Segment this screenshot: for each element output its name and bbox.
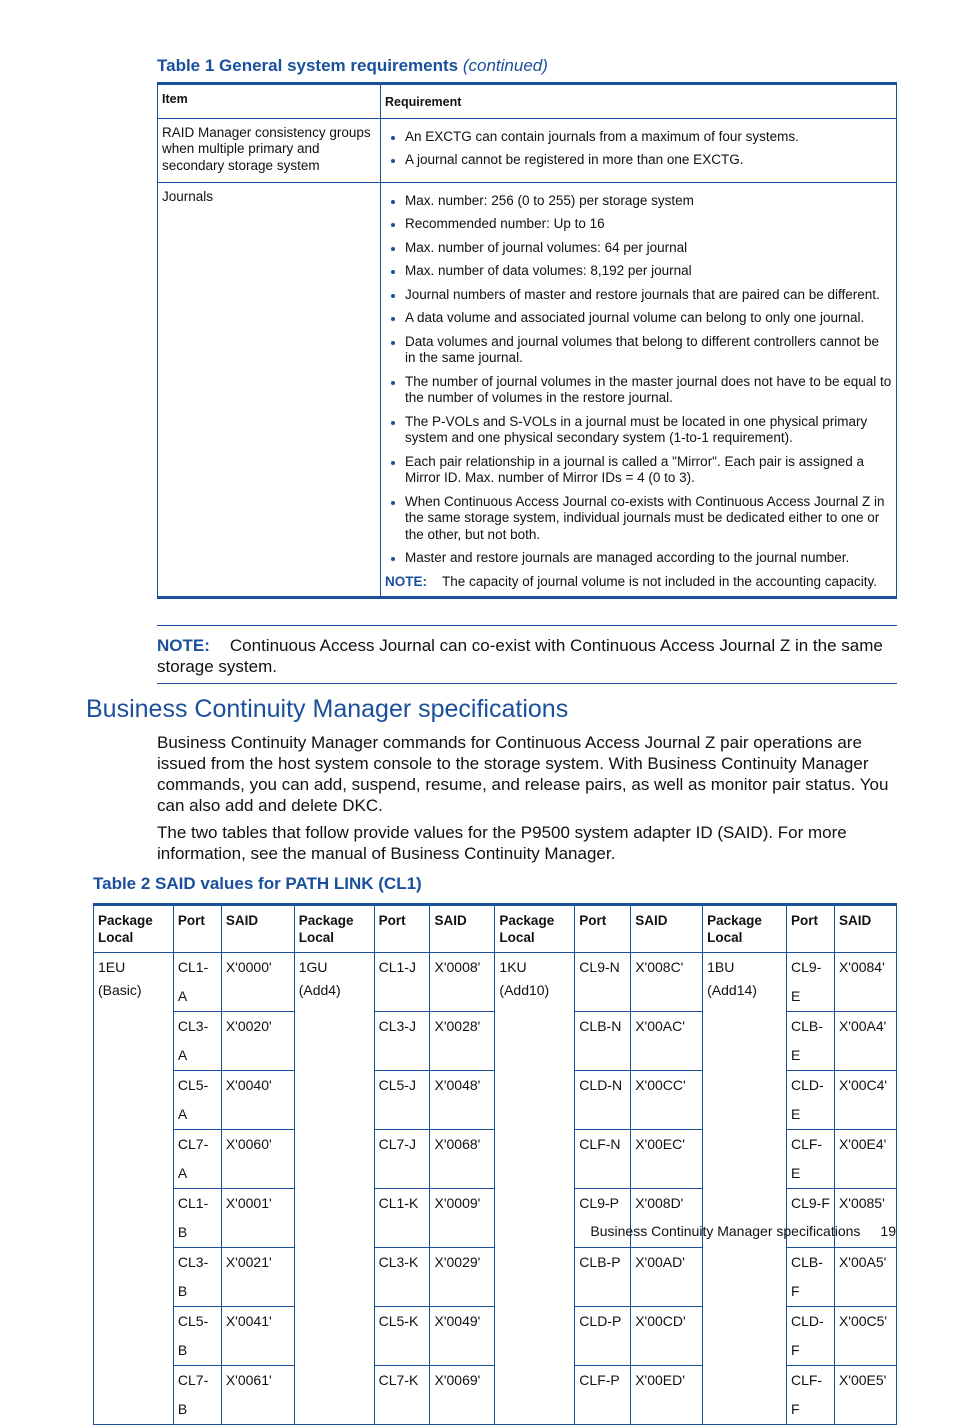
table1-header-item: Item	[158, 84, 381, 119]
table1-caption-title: Table 1 General system requirements	[157, 56, 459, 75]
table1-header-row	[158, 84, 897, 119]
note-text: Continuous Access Journal can co-exist with Continuous Access Journal Z in the same storage system.	[157, 636, 883, 676]
requirement-bullet: Max. number of data volumes: 8,192 per journal	[385, 263, 892, 280]
page-number: 19	[880, 1223, 896, 1239]
section-heading: Business Continuity Manager specifications	[86, 695, 569, 723]
said-cell: X'0049'	[430, 1307, 495, 1366]
section-paragraph: The two tables that follow provide values for the P9500 system adapter ID (SAID). For more information, see the manual of Business Continuity Manager.	[157, 823, 847, 863]
table2-header-port: Port	[173, 905, 221, 953]
port-cell: CL1-J	[374, 953, 430, 1012]
port-cell: CL1-A	[173, 953, 221, 1012]
port-cell: CL1-B	[173, 1189, 221, 1248]
table2-header-said: SAID	[834, 905, 896, 953]
said-cell: X'0009'	[430, 1189, 495, 1248]
port-cell: CLF-F	[786, 1366, 834, 1425]
requirement-bullet: Data volumes and journal volumes that belong to different controllers cannot be in the same journal.	[385, 334, 892, 367]
port-cell: CL3-B	[173, 1248, 221, 1307]
port-cell: CL5-J	[374, 1071, 430, 1130]
table2-caption: Table 2 SAID values for PATH LINK (CL1)	[93, 874, 422, 893]
table2-header-package: Package Local	[703, 905, 787, 953]
requirement-bullet: Each pair relationship in a journal is called a "Mirror". Each pair is assigned a Mirror ID. Max. number of Mirror IDs = 4 (0 to 3).	[385, 454, 892, 487]
port-cell: CLF-E	[786, 1130, 834, 1189]
package-name: 1GU	[298, 959, 328, 975]
said-cell: X'00A4'	[834, 1012, 896, 1071]
port-cell: CL5-A	[173, 1071, 221, 1130]
said-cell: X'0085'	[834, 1189, 896, 1248]
said-cell: X'00E4'	[834, 1130, 896, 1189]
port-cell: CLB-E	[786, 1012, 834, 1071]
package-local-cell	[294, 953, 374, 1425]
requirement-bullet: An EXCTG can contain journals from a maximum of four systems.	[385, 129, 892, 146]
said-cell: X'0040'	[221, 1071, 294, 1130]
table1-row-item: Journals	[158, 182, 381, 598]
requirement-list	[385, 129, 892, 169]
table2-header-port: Port	[374, 905, 430, 953]
table1-general-requirements	[157, 82, 897, 599]
table1-row-item: RAID Manager consistency groups when multiple primary and secondary storage system	[158, 118, 381, 182]
table2-said-values	[93, 903, 897, 1425]
said-cell: X'00AC'	[631, 1012, 703, 1071]
requirement-bullet: When Continuous Access Journal co-exists with Continuous Access Journal Z in the same storage system, individual journals must be dedicated either to one or the other, but not both.	[385, 494, 892, 544]
table1-row-requirements	[381, 182, 897, 598]
port-cell: CL9-E	[786, 953, 834, 1012]
requirement-bullet: A data volume and associated journal volume can belong to only one journal.	[385, 310, 892, 327]
port-cell: CL3-A	[173, 1012, 221, 1071]
port-cell: CL7-J	[374, 1130, 430, 1189]
table1-note	[385, 574, 892, 591]
table1-caption	[157, 56, 548, 76]
table1-caption-suffix: (continued)	[462, 56, 548, 75]
table2-header-port: Port	[786, 905, 834, 953]
said-cell: X'0001'	[221, 1189, 294, 1248]
package-type: (Add4)	[298, 982, 341, 998]
said-cell: X'0084'	[834, 953, 896, 1012]
port-cell: CLF-N	[575, 1130, 631, 1189]
port-cell: CL7-A	[173, 1130, 221, 1189]
said-cell: X'00C5'	[834, 1307, 896, 1366]
said-cell: X'00E5'	[834, 1366, 896, 1425]
table1-note-label: NOTE:	[385, 573, 427, 589]
port-cell: CL5-K	[374, 1307, 430, 1366]
table2-header-said: SAID	[631, 905, 703, 953]
page-footer	[590, 1223, 896, 1239]
port-cell: CLD-N	[575, 1071, 631, 1130]
requirement-bullet: The number of journal volumes in the master journal does not have to be equal to the number of volumes in the restore journal.	[385, 374, 892, 407]
requirement-bullet: Recommended number: Up to 16	[385, 216, 892, 233]
said-cell: X'00AD'	[631, 1248, 703, 1307]
port-cell: CL9-N	[575, 953, 631, 1012]
said-cell: X'0060'	[221, 1130, 294, 1189]
said-cell: X'00CD'	[631, 1307, 703, 1366]
said-cell: X'0048'	[430, 1071, 495, 1130]
port-cell: CLF-P	[575, 1366, 631, 1425]
port-cell: CLD-P	[575, 1307, 631, 1366]
table1-header-requirement: Requirement	[381, 84, 897, 119]
port-cell: CL3-J	[374, 1012, 430, 1071]
requirement-bullet: The P-VOLs and S-VOLs in a journal must be located in one physical primary system and one physical secondary system (1-to-1 requirement).	[385, 414, 892, 447]
table1-row-requirements	[381, 118, 897, 182]
package-type: (Add10)	[499, 982, 550, 998]
table1-row	[158, 182, 897, 598]
table2-header-package: Package Local	[94, 905, 174, 953]
port-cell: CLB-N	[575, 1012, 631, 1071]
table2-row	[94, 953, 897, 1012]
port-cell: CLD-F	[786, 1307, 834, 1366]
said-cell: X'00ED'	[631, 1366, 703, 1425]
table2-header-row	[94, 905, 897, 953]
footer-title: Business Continuity Manager specifications	[590, 1223, 861, 1239]
table1-row	[158, 118, 897, 182]
port-cell: CL9-P	[575, 1189, 631, 1248]
table2-header-package: Package Local	[294, 905, 374, 953]
package-local-cell	[703, 953, 787, 1425]
port-cell: CL7-K	[374, 1366, 430, 1425]
said-cell: X'0061'	[221, 1366, 294, 1425]
package-type: (Basic)	[98, 982, 142, 998]
package-name: 1EU	[98, 959, 126, 975]
requirement-bullet: Master and restore journals are managed according to the journal number.	[385, 550, 892, 567]
package-type: (Add14)	[707, 982, 757, 998]
note-block	[157, 625, 897, 684]
requirement-bullet: Max. number: 256 (0 to 255) per storage system	[385, 193, 892, 210]
port-cell: CL7-B	[173, 1366, 221, 1425]
table1-note-text: The capacity of journal volume is not included in the accounting capacity.	[442, 573, 877, 589]
said-cell: X'0008'	[430, 953, 495, 1012]
section-paragraph: Business Continuity Manager commands for Continuous Access Journal Z pair operations are issued from the host system console to the storage system. With Business Continuity Manager commands, you can add, suspend, resume, and release pairs, as well as monitor pair status. You can also add and delete DKC.	[157, 733, 889, 815]
table2-body	[94, 953, 897, 1425]
port-cell: CL1-K	[374, 1189, 430, 1248]
said-cell: X'0020'	[221, 1012, 294, 1071]
requirement-bullet: Journal numbers of master and restore journals that are paired can be different.	[385, 287, 892, 304]
table2-header-said: SAID	[430, 905, 495, 953]
port-cell: CLB-P	[575, 1248, 631, 1307]
note-label: NOTE:	[157, 636, 210, 655]
table2-header-package: Package Local	[495, 905, 575, 953]
package-name: 1KU	[499, 959, 527, 975]
requirement-bullet: A journal cannot be registered in more than one EXCTG.	[385, 152, 892, 169]
said-cell: X'0069'	[430, 1366, 495, 1425]
said-cell: X'008D'	[631, 1189, 703, 1248]
package-local-cell	[94, 953, 174, 1425]
said-cell: X'00A5'	[834, 1248, 896, 1307]
said-cell: X'0021'	[221, 1248, 294, 1307]
said-cell: X'0000'	[221, 953, 294, 1012]
said-cell: X'0068'	[430, 1130, 495, 1189]
port-cell: CL3-K	[374, 1248, 430, 1307]
table2-header-port: Port	[575, 905, 631, 953]
port-cell: CLB-F	[786, 1248, 834, 1307]
package-name: 1BU	[707, 959, 735, 975]
said-cell: X'008C'	[631, 953, 703, 1012]
port-cell: CL5-B	[173, 1307, 221, 1366]
port-cell: CLD-E	[786, 1071, 834, 1130]
said-cell: X'00C4'	[834, 1071, 896, 1130]
said-cell: X'00CC'	[631, 1071, 703, 1130]
said-cell: X'00EC'	[631, 1130, 703, 1189]
port-cell: CL9-F	[786, 1189, 834, 1248]
said-cell: X'0041'	[221, 1307, 294, 1366]
table2-header-said: SAID	[221, 905, 294, 953]
package-local-cell	[495, 953, 575, 1425]
requirement-bullet: Max. number of journal volumes: 64 per journal	[385, 240, 892, 257]
said-cell: X'0029'	[430, 1248, 495, 1307]
said-cell: X'0028'	[430, 1012, 495, 1071]
requirement-list	[385, 193, 892, 567]
